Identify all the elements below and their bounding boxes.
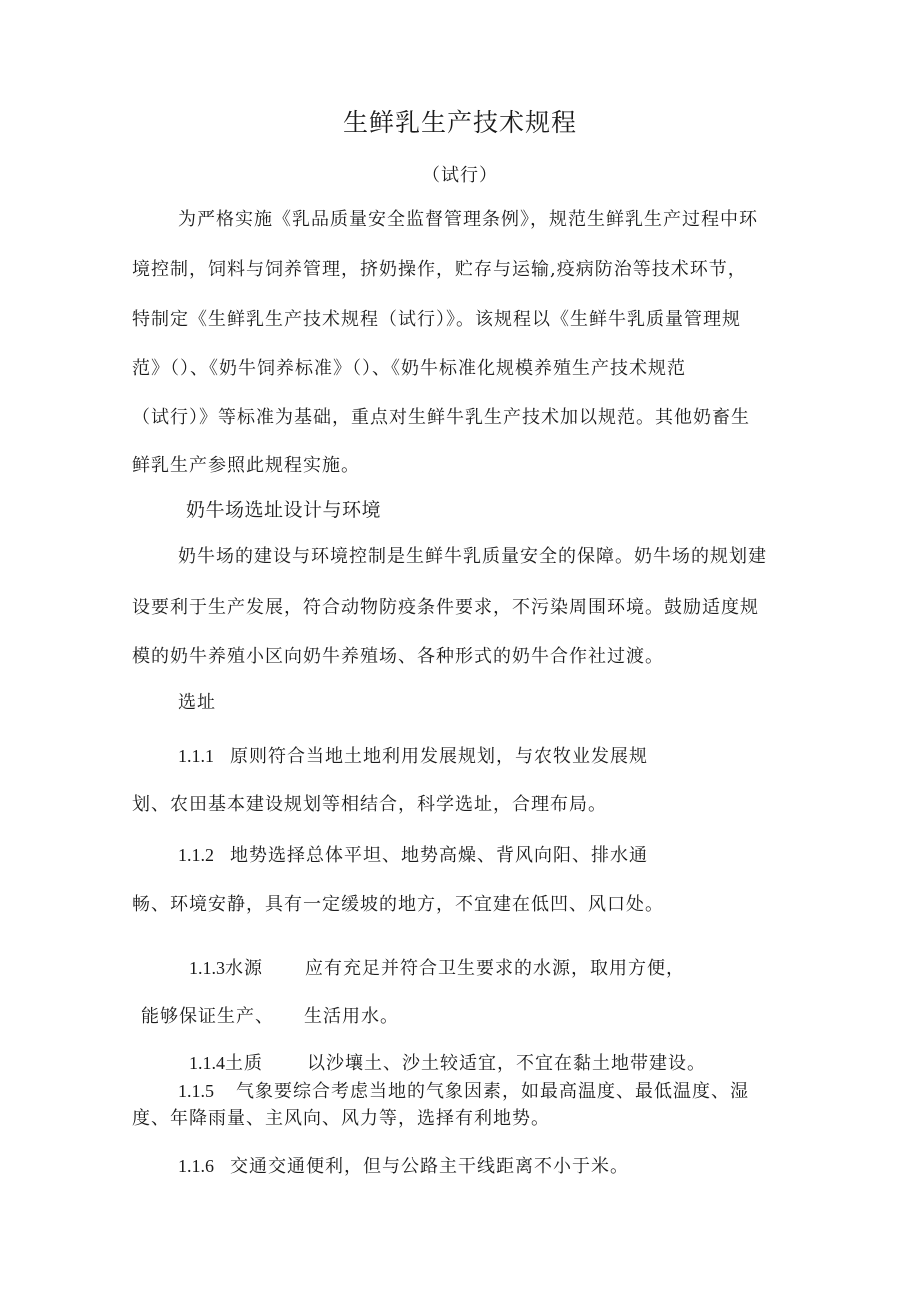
document-subtitle: （试行） [422, 165, 498, 186]
subsection-heading: 选址 [178, 692, 216, 713]
section-line: 模的奶牛养殖小区向奶牛养殖场、各种形式的奶牛合作社过渡。 [132, 646, 664, 667]
item-number: 1.1.1 [178, 746, 214, 766]
intro-line: 特制定《生鲜乳生产技术规程（试行）》。该规程以《生鲜牛乳质量管理规 [132, 309, 741, 330]
section-heading: 奶牛场选址设计与环境 [186, 499, 382, 521]
item-text: 应有充足并符合卫生要求的水源，取用方便， [305, 958, 685, 979]
item-continuation: 畅、环境安静，具有一定缓坡的地方，不宜建在低凹、风口处。 [132, 894, 664, 915]
item-text: 原则符合当地土地利用发展规划，与农牧业发展规 [230, 746, 648, 767]
item-label: 土质 [225, 1053, 263, 1074]
item-text: 以沙壤土、沙土较适宜，不宜在黏土地带建设。 [307, 1053, 706, 1074]
item-1-1-3 [189, 956, 685, 981]
item-number: 1.1.5 [178, 1081, 214, 1101]
item-number: 1.1.6 [178, 1156, 214, 1176]
item-continuation: 划、农田基本建设规划等相结合，科学选址，合理布局。 [132, 794, 607, 815]
item-continuation [141, 1005, 399, 1029]
item-1-1-5 [178, 1079, 749, 1104]
item-1-1-6 [178, 1154, 629, 1179]
item-continuation: 度、年降雨量、主风向、风力等，选择有利地势。 [132, 1108, 550, 1129]
item-number: 1.1.2 [178, 845, 214, 865]
section-line: 设要利于生产发展，符合动物防疫条件要求，不污染周围环境。鼓励适度规 [132, 597, 759, 618]
intro-line: 鲜乳生产参照此规程实施。 [132, 455, 360, 476]
item-number: 1.1.4 [189, 1053, 225, 1073]
intro-line: （试行）》等标准为基础，重点对生鲜牛乳生产技术加以规范。其他奶畜生 [132, 407, 750, 428]
item-1-1-4 [189, 1051, 706, 1076]
document-title: 生鲜乳生产技术规程 [342, 108, 577, 137]
item-text: 地势选择总体平坦、地势高燥、背风向阳、排水通 [230, 845, 648, 866]
item-label: 水源 [225, 958, 263, 979]
item-1-1-2 [178, 843, 648, 868]
section-line: 奶牛场的建设与环境控制是生鲜牛乳质量安全的保障。奶牛场的规划建 [178, 546, 767, 567]
item-1-1-1 [178, 744, 648, 769]
intro-line: 为严格实施《乳品质量安全监督管理条例》，规范生鲜乳生产过程中环 [178, 209, 758, 230]
intro-line: 境控制，饲料与饲养管理，挤奶操作，贮存与运输,疫病防治等技术环节， [132, 259, 747, 280]
item-text: 能够保证生产、 [141, 1006, 274, 1027]
item-number: 1.1.3 [189, 958, 225, 978]
item-text: 生活用水。 [304, 1006, 399, 1027]
item-text: 气象要综合考虑当地的气象因素，如最高温度、最低温度、湿 [236, 1081, 749, 1102]
item-text: 交通交通便利，但与公路主干线距离不小于米。 [230, 1156, 629, 1177]
intro-line: 范》（）、《奶牛饲养标准》（）、《奶牛标准化规模养殖生产技术规范 [132, 358, 686, 379]
